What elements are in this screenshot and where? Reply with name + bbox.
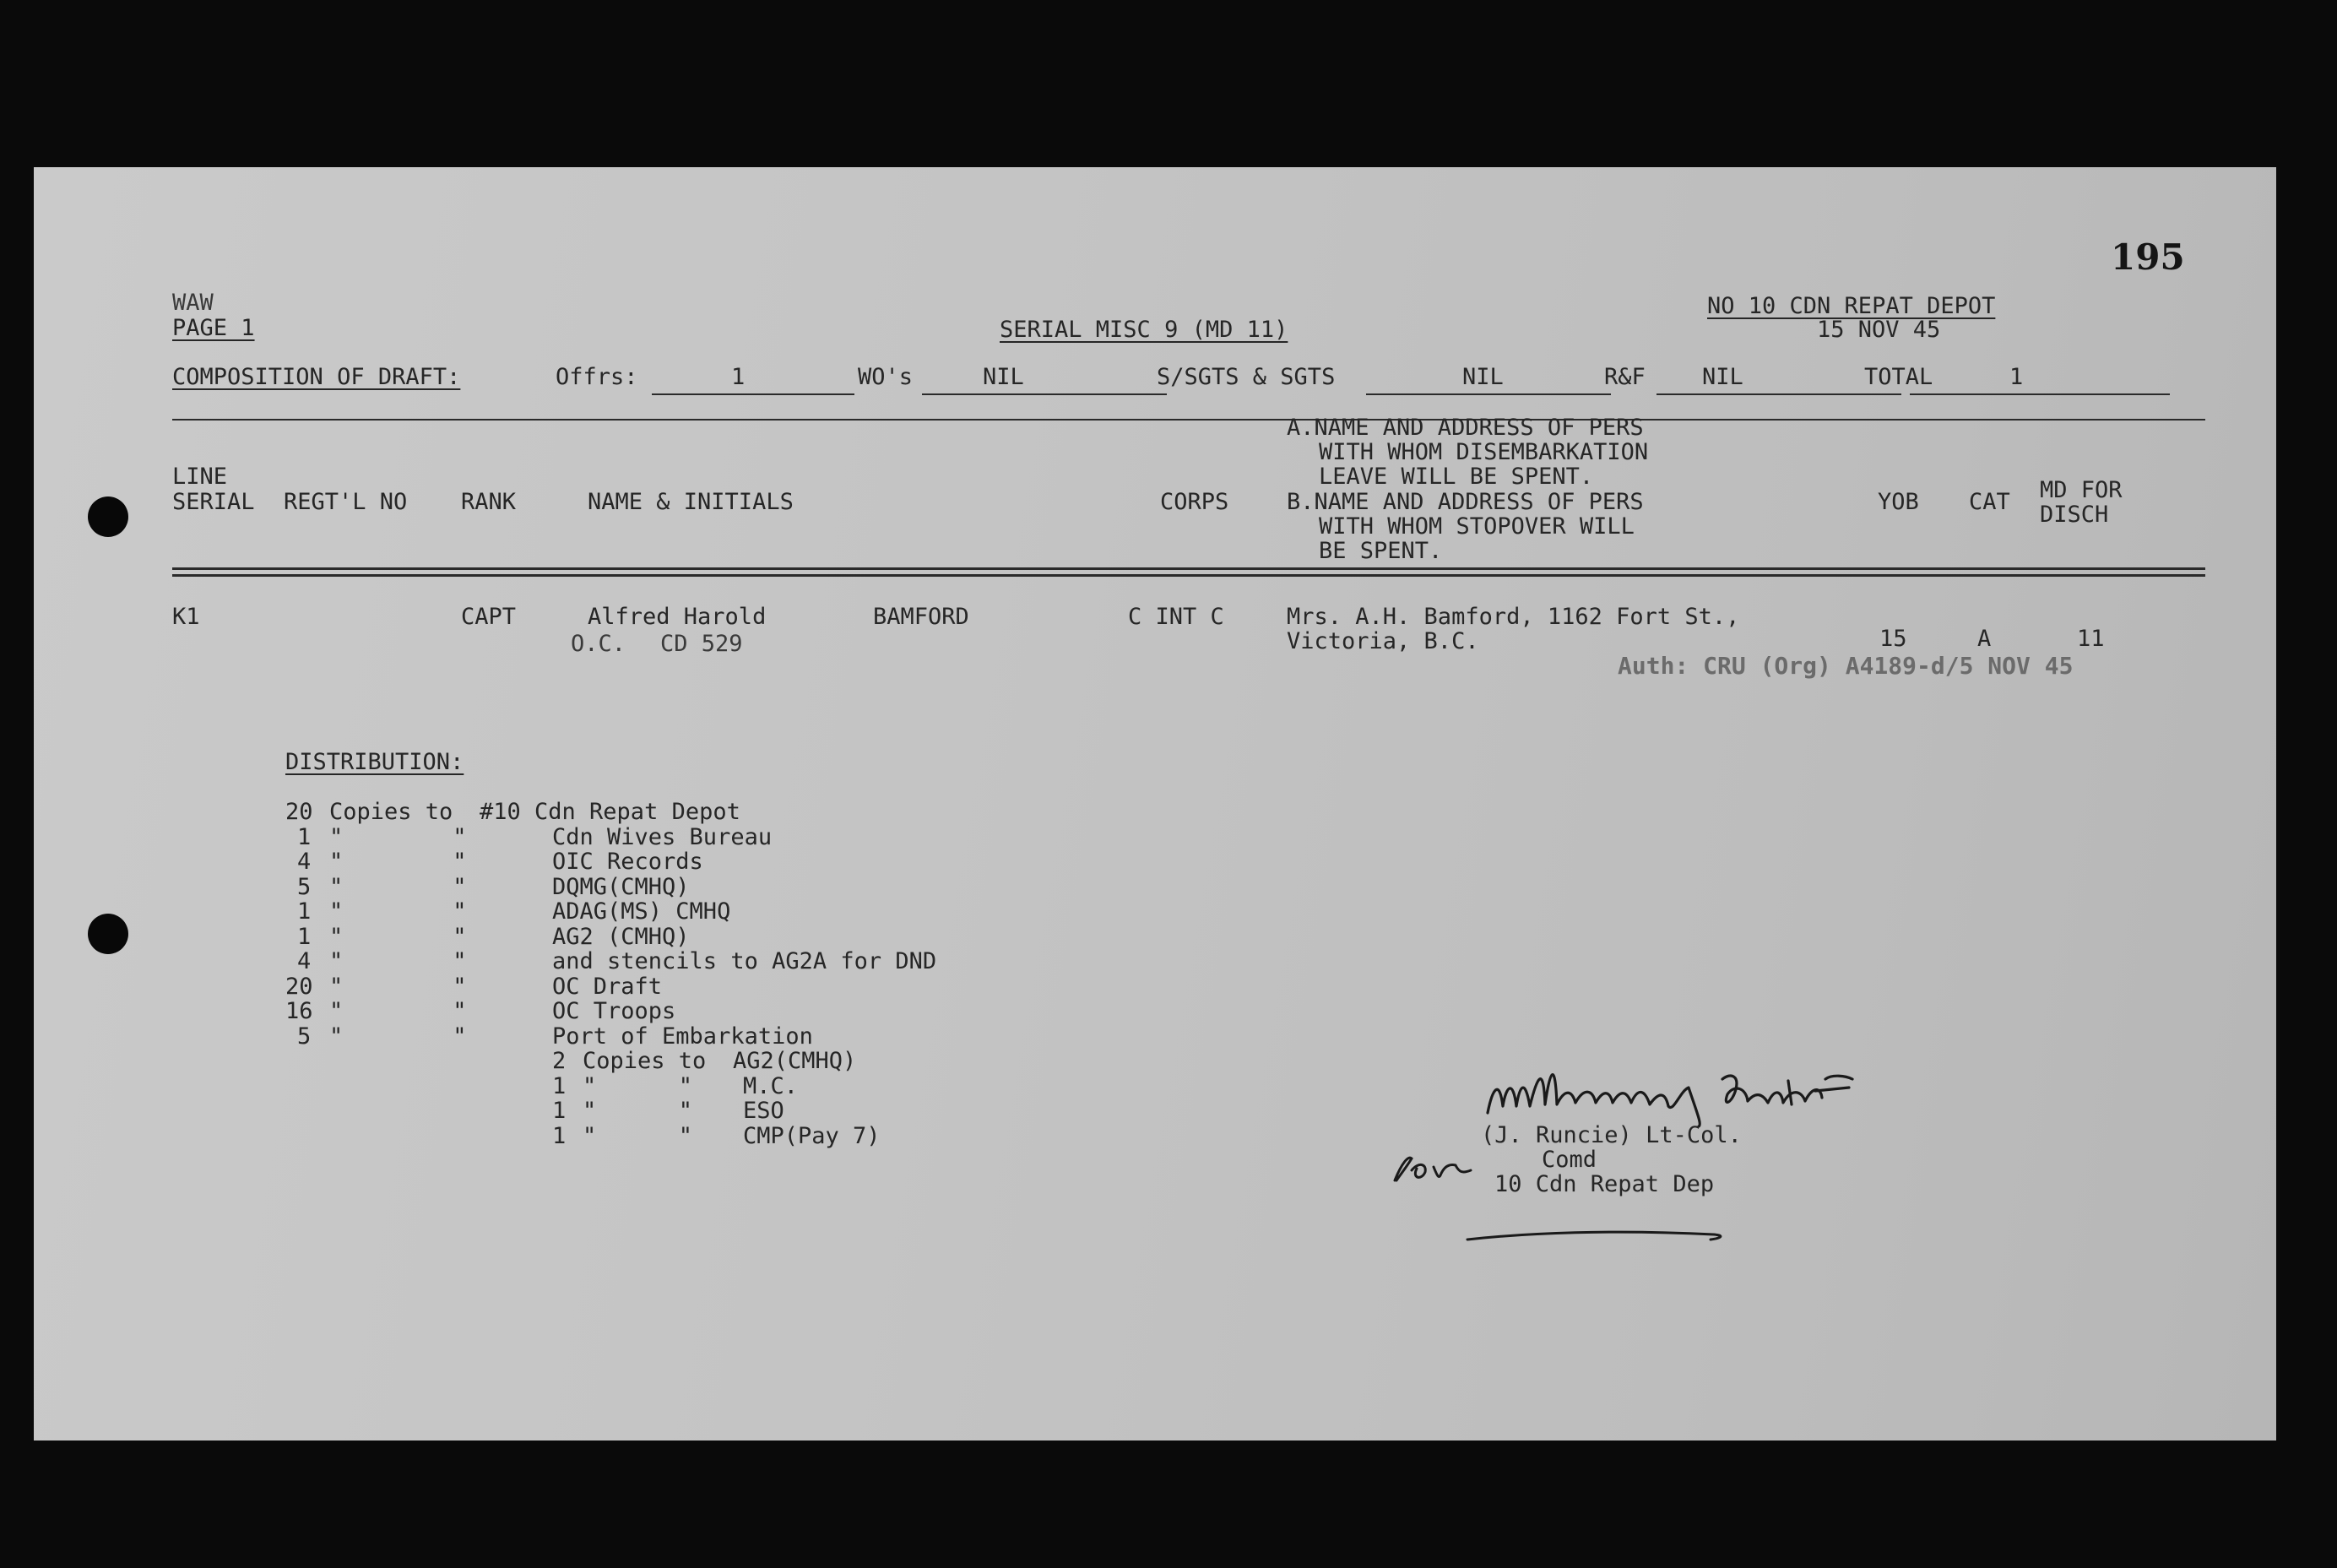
distribution-qty: 1 bbox=[297, 923, 312, 950]
rf-underline bbox=[1657, 393, 1901, 395]
wos-label: WO's bbox=[858, 364, 914, 390]
distribution-to: " " bbox=[329, 873, 467, 900]
document-date: 15 NOV 45 bbox=[1817, 317, 1941, 343]
entry-oc: O.C. bbox=[571, 631, 626, 657]
entry-address-line-2: Victoria, B.C. bbox=[1287, 628, 1479, 654]
distribution-sub-qty: 1 bbox=[552, 1072, 567, 1099]
entry-md: 11 bbox=[2077, 626, 2105, 652]
distribution-qty: 5 bbox=[297, 873, 312, 900]
header-bottom-rule-2 bbox=[172, 574, 2205, 577]
total-underline bbox=[1910, 393, 2170, 395]
distribution-qty: 4 bbox=[297, 948, 312, 974]
total-value: 1 bbox=[2009, 364, 2024, 390]
col-name: NAME & INITIALS bbox=[588, 489, 794, 515]
wos-underline bbox=[922, 393, 1167, 395]
distribution-to: " " bbox=[329, 973, 467, 1000]
distribution-destination: AG2 (CMHQ) bbox=[552, 923, 690, 950]
entry-serial: K1 bbox=[172, 604, 200, 630]
distribution-sub-qty: 2 bbox=[552, 1048, 567, 1074]
distribution-qty: 1 bbox=[297, 898, 312, 925]
distribution-qty: 16 bbox=[285, 998, 313, 1024]
distribution-sub-qty: 1 bbox=[552, 1098, 567, 1124]
entry-address-line-1: Mrs. A.H. Bamford, 1162 Fort St., bbox=[1287, 604, 1740, 630]
distribution-destination: OC Troops bbox=[552, 998, 676, 1024]
entry-rank: CAPT bbox=[461, 604, 517, 630]
distribution-to: " " bbox=[329, 849, 467, 875]
punch-hole-bottom bbox=[88, 914, 128, 954]
distribution-to: " " bbox=[329, 1023, 467, 1050]
distribution-destination: and stencils to AG2A for DND bbox=[552, 948, 937, 974]
distribution-to: " " bbox=[329, 948, 467, 974]
signatory-unit: 10 Cdn Repat Dep bbox=[1494, 1171, 1715, 1197]
distribution-destination: OC Draft bbox=[552, 973, 663, 1000]
col-disch: DISCH bbox=[2040, 502, 2109, 528]
distribution-sub-destination: M.C. bbox=[743, 1072, 799, 1099]
page-label: PAGE 1 bbox=[172, 315, 255, 341]
distribution-qty: 20 bbox=[285, 973, 313, 1000]
signature-flourish bbox=[1461, 1221, 1731, 1246]
col-md-for: MD FOR bbox=[2040, 477, 2123, 503]
col-serial: SERIAL bbox=[172, 489, 255, 515]
ssgts-underline bbox=[1366, 393, 1611, 395]
serial-title: SERIAL MISC 9 (MD 11) bbox=[1000, 317, 1288, 343]
col-address-a-1: A.NAME AND ADDRESS OF PERS bbox=[1287, 415, 1644, 441]
document-sheet bbox=[34, 167, 2276, 1440]
distribution-qty: 1 bbox=[297, 823, 312, 850]
rf-label: R&F bbox=[1604, 364, 1646, 390]
distribution-destination: Port of Embarkation bbox=[552, 1023, 813, 1050]
distribution-destination: ADAG(MS) CMHQ bbox=[552, 898, 731, 925]
distribution-sub-destination: CMP(Pay 7) bbox=[743, 1122, 881, 1149]
distribution-to: " " bbox=[329, 898, 467, 925]
col-address-b-1: B.NAME AND ADDRESS OF PERS bbox=[1287, 489, 1644, 515]
unit-title: NO 10 CDN REPAT DEPOT bbox=[1707, 293, 1996, 319]
distribution-sub-destination: ESO bbox=[743, 1098, 784, 1124]
ssgts-label: S/SGTS & SGTS bbox=[1157, 364, 1336, 390]
col-address-b-2: WITH WHOM STOPOVER WILL bbox=[1319, 513, 1635, 540]
distribution-qty: 20 bbox=[285, 799, 313, 825]
entry-given-names: Alfred Harold bbox=[588, 604, 767, 630]
offrs-label: Offrs: bbox=[556, 364, 638, 390]
distribution-to: " " bbox=[329, 823, 467, 850]
entry-surname: BAMFORD bbox=[873, 604, 969, 630]
total-label: TOTAL bbox=[1864, 364, 1933, 390]
entry-corps: C INT C bbox=[1128, 604, 1224, 630]
distribution-title: DISTRIBUTION: bbox=[285, 749, 464, 775]
distribution-sub-destination: AG2(CMHQ) bbox=[733, 1048, 857, 1074]
handwritten-signature bbox=[1478, 1054, 1950, 1130]
col-address-a-2: WITH WHOM DISEMBARKATION bbox=[1319, 439, 1649, 465]
distribution-sub-to: Copies to bbox=[583, 1048, 707, 1074]
punch-hole-top bbox=[88, 496, 128, 537]
distribution-to: " " bbox=[329, 923, 467, 950]
distribution-sub-to: " " bbox=[583, 1072, 693, 1099]
distribution-sub-to: " " bbox=[583, 1098, 693, 1124]
rf-value: NIL bbox=[1702, 364, 1743, 390]
entry-cat: A bbox=[1977, 626, 1992, 652]
col-regtl-no: REGT'L NO bbox=[284, 489, 408, 515]
distribution-to: Copies to bbox=[329, 799, 453, 825]
offrs-value: 1 bbox=[731, 364, 746, 390]
distribution-qty: 5 bbox=[297, 1023, 312, 1050]
col-corps: CORPS bbox=[1160, 489, 1229, 515]
authority-stamp: Auth: CRU (Org) A4189-d/5 NOV 45 bbox=[1618, 652, 2074, 680]
col-address-b-3: BE SPENT. bbox=[1319, 538, 1443, 564]
composition-label: COMPOSITION OF DRAFT: bbox=[172, 364, 461, 390]
header-bottom-rule-1 bbox=[172, 567, 2205, 570]
distribution-destination: OIC Records bbox=[552, 849, 703, 875]
col-rank: RANK bbox=[461, 489, 517, 515]
wos-value: NIL bbox=[983, 364, 1024, 390]
col-line: LINE bbox=[172, 464, 228, 490]
typist-initials: WAW bbox=[172, 290, 214, 316]
ssgts-value: NIL bbox=[1462, 364, 1504, 390]
handwritten-for bbox=[1390, 1138, 1483, 1189]
distribution-to: " " bbox=[329, 998, 467, 1024]
header-top-rule bbox=[172, 419, 2205, 420]
distribution-sub-qty: 1 bbox=[552, 1122, 567, 1149]
signatory-name: (J. Runcie) Lt-Col. bbox=[1481, 1122, 1742, 1148]
offrs-underline bbox=[652, 393, 854, 395]
distribution-destination: #10 Cdn Repat Depot bbox=[480, 799, 740, 825]
col-address-a-3: LEAVE WILL BE SPENT. bbox=[1319, 464, 1594, 490]
distribution-qty: 4 bbox=[297, 849, 312, 875]
signatory-title: Comd bbox=[1542, 1147, 1597, 1173]
distribution-destination: Cdn Wives Bureau bbox=[552, 823, 773, 850]
distribution-destination: DQMG(CMHQ) bbox=[552, 873, 690, 900]
page-number: 195 bbox=[2111, 236, 2185, 278]
col-yob: YOB bbox=[1878, 489, 1919, 515]
distribution-sub-to: " " bbox=[583, 1122, 693, 1149]
entry-yob: 15 bbox=[1879, 626, 1907, 652]
entry-cd: CD 529 bbox=[660, 631, 743, 657]
col-cat: CAT bbox=[1969, 489, 2010, 515]
